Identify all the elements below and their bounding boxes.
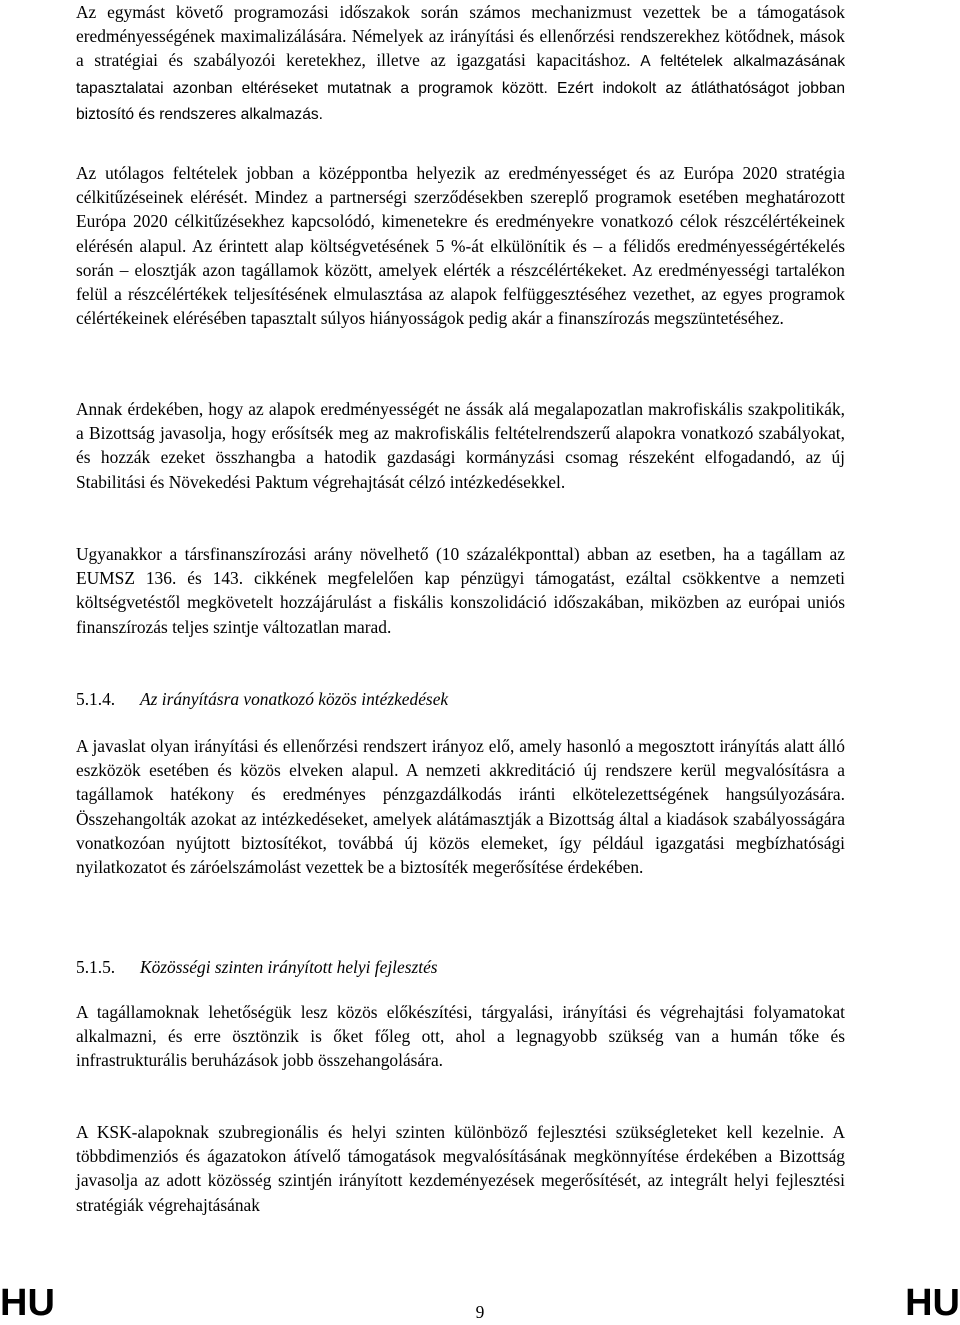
paragraph-management-control: A javaslat olyan irányítási és ellenőrzési rendszert irányoz elő, amely hasonló a megosztott irányítás alatt álló eszközök esetében és közös elveken alapul. A nemzeti akkreditáció új rendszere kerül megvalósításra a tagállamok hatékony és eredményes pénzgazdálkodás iránti elkötelezettségének hangsúlyozására. Összehangolták azokat az intézkedéseket, amelyek alátámasztják a Bizottság által a kiadások szabályosságára vonatkozóan nyújtott biztosítékot, továbbá új közös elemeket, így például igazgatási megbízhatósági nyilatkozatot és záróelszámolást vezettek be a biztosíték megerősítése érdekében. (76, 736, 845, 878)
footer-language-left: HU (0, 1282, 55, 1324)
paragraph-serif-part: Az egymást követő programozási időszakok során számos mechanizmust vezettek be a támogatások eredményességének maximalizálására. Némelyek az irányítási és ellenőrzési rendszerekhez kötődnek, mások a stratégiai és szabályozói keretekhez, illetve az igazgatási kapacitáshoz. (76, 2, 845, 71)
section-heading-5-1-5 (76, 955, 438, 979)
paragraph-macrofiscal: Annak érdekében, hogy az alapok eredményességét ne ássák alá megalapozatlan makrofiskális szakpolitikák, a Bizottság javasolja, hogy erősítsék meg az makrofiskális feltételrendszerű alapokra vonatkozó szabályokat, és hozzák ezeket összhangba a hatodik gazdasági kormányzási csomag részeként elfogadandó, az új Stabilitási és Növekedési Paktum végrehajtását célzó intézkedésekkel. (76, 399, 845, 492)
paragraph-local-development: A KSK-alapoknak szubregionális és helyi szinten különböző fejlesztési szükségleteket kell kezelnie. A többdimenziós és ágazatokon átívelő támogatások megvalósításának megkönnyítése érdekében a Bizottság javasolja az adott közösség szintjén irányított kezdeményezések megerősítését, az integrált helyi fejlesztési stratégiák végrehajtásának (76, 1122, 845, 1215)
paragraph-joint-processes: A tagállamoknak lehetőségük lesz közös előkészítési, tárgyalási, irányítási és végrehajtási folyamatokat alkalmazni, és erre ösztönzik is őket főleg ott, ahol a legnagyobb szükség van a humán tőke és infrastrukturális beruházások jobb összehangolására. (76, 1002, 845, 1071)
section-number: 5.1.4. (76, 689, 116, 709)
paragraph-programming-mechanisms (76, 0, 845, 127)
section-heading-5-1-4 (76, 687, 448, 711)
page-number: 9 (475, 1302, 485, 1322)
paragraph-ex-post-conditions: Az utólagos feltételek jobban a középpontba helyezik az eredményességet és az Európa 2020 stratégia célkitűzéseinek elérését. Mindez a partnerségi szerződésekben szereplő programok esetében meghatározott Európa 2020 célkitűzésekhez kapcsolódó, kimenetekre és eredményekre vonatkozó célok részcélértékeinek elérésén alapul. Az érintett alap költségvetésének 5 %-át elkülönítik és – a félidős eredményességértékelés során – elosztják azon tagállamok között, amelyek elérték a részcélértékeket. Az eredményességi tartalékon felül a részcélértékek teljesítésének elmulasztása az alapok felfüggesztéséhez vezethet, az egyes programok célértékeinek elérésében tapasztalt súlyos hiányosságok pedig akár a finanszírozás megszüntetéséhez. (76, 163, 845, 329)
section-number: 5.1.5. (76, 957, 116, 977)
section-title: Közösségi szinten irányított helyi fejlesztés (140, 957, 438, 977)
section-title: Az irányításra vonatkozó közös intézkedések (140, 689, 449, 709)
paragraph-sans-part: A feltételek alkalmazásának tapasztalatai azonban eltéréseket mutatnak a programok között. Ezért indokolt az átláthatóságot jobban biztosító és rendszeres alkalmazás. (76, 53, 845, 123)
paragraph-cofinancing: Ugyanakkor a társfinanszírozási arány növelhető (10 százalékponttal) abban az esetben, ha a tagállam az EUMSZ 136. és 143. cikkének megfelelően kap pénzügyi támogatást, ezáltal csökkentve a nemzeti költségvetéstől megkövetelt hozzájárulást a fiskális konszolidáció időszakában, miközben az európai uniós finanszírozás teljes szintje változatlan marad. (76, 544, 845, 637)
footer-language-right: HU (905, 1282, 960, 1324)
